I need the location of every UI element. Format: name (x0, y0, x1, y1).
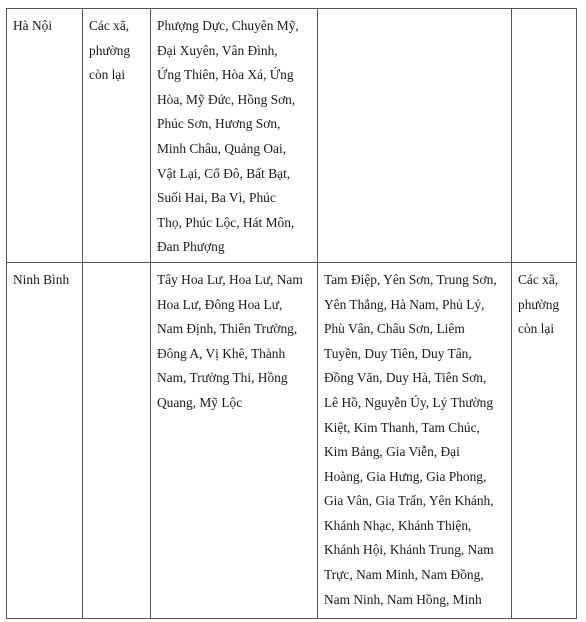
cell-line: Kiệt, Kim Thanh, Tam Chúc, (324, 419, 480, 435)
cell-line: Yên Thắng, Hà Nam, Phủ Lý, (324, 296, 485, 312)
cell-line: còn lại (518, 321, 555, 337)
cell-line: Minh Châu, Quảng Oai, (157, 140, 287, 156)
cell-line: Đồng Văn, Duy Hà, Tiên Sơn, (324, 370, 487, 386)
cell-line: còn lại (89, 67, 126, 83)
cell-line: Hoàng, Gia Hưng, Gia Phong, (324, 468, 487, 484)
cell-line: Thọ, Phúc Lộc, Hát Môn, (157, 214, 295, 230)
table-row (7, 262, 577, 618)
cell-line: Kim Bảng, Gia Viễn, Đại (324, 444, 460, 460)
remaining-wards-cell-2 (512, 262, 577, 618)
cell-line: Khánh Hội, Khánh Trung, Nam (324, 542, 494, 558)
cell-line: Các xã, (518, 271, 559, 287)
cell-line: Đông A, Vị Khê, Thành (157, 345, 286, 361)
cell-line: Nam Ninh, Nam Hồng, Minh (324, 591, 482, 607)
cell-line: phường (89, 42, 131, 58)
cell-line: Nam, Trường Thi, Hồng (157, 370, 288, 386)
province-name: Ninh Bình (13, 271, 70, 287)
wards-list-cell-2 (318, 9, 512, 263)
cell-line: Suối Hai, Ba Vì, Phúc (157, 190, 276, 206)
cell-line: Đan Phượng (157, 239, 225, 255)
cell-line: Vật Lại, Cổ Đô, Bất Bạt, (157, 165, 291, 181)
remaining-wards-cell (83, 9, 151, 263)
table-row (7, 9, 577, 263)
remaining-wards-cell-2 (512, 9, 577, 263)
province-cell (7, 262, 83, 618)
cell-line: Đại Xuyên, Vân Đình, (157, 42, 278, 58)
cell-line: Trực, Nam Minh, Nam Đồng, (324, 567, 484, 583)
cell-line: Phúc Sơn, Hương Sơn, (157, 116, 281, 132)
wards-list-cell-2 (318, 262, 512, 618)
remaining-wards-cell (83, 262, 151, 618)
wards-list-cell (151, 262, 318, 618)
cell-line: Phù Vân, Châu Sơn, Liêm (324, 321, 465, 337)
cell-line: Ứng Thiên, Hòa Xá, Ứng (157, 67, 294, 83)
cell-line: Nam Định, Thiên Trường, (157, 321, 298, 337)
wards-table (6, 8, 577, 619)
cell-line: Tây Hoa Lư, Hoa Lư, Nam (157, 271, 303, 287)
cell-line: Quang, Mỹ Lộc (157, 394, 243, 410)
cell-line: Lê Hồ, Nguyễn Úy, Lý Thường (324, 394, 494, 410)
cell-line: Tam Điệp, Yên Sơn, Trung Sơn, (324, 271, 497, 287)
cell-line: Phượng Dực, Chuyên Mỹ, (157, 18, 299, 33)
cell-line: Hoa Lư, Đông Hoa Lư, (157, 296, 283, 312)
cell-line: Tuyền, Duy Tiên, Duy Tân, (324, 345, 472, 361)
wards-list-cell (151, 9, 318, 263)
cell-line: Gia Vân, Gia Trấn, Yên Khánh, (324, 493, 494, 509)
province-cell (7, 9, 83, 263)
cell-line: phường (518, 296, 560, 312)
cell-line: Khánh Nhạc, Khánh Thiện, (324, 517, 472, 533)
province-name: Hà Nội (13, 18, 53, 33)
cell-line: Các xã, (89, 18, 130, 33)
cell-line: Hòa, Mỹ Đức, Hồng Sơn, (157, 91, 296, 107)
